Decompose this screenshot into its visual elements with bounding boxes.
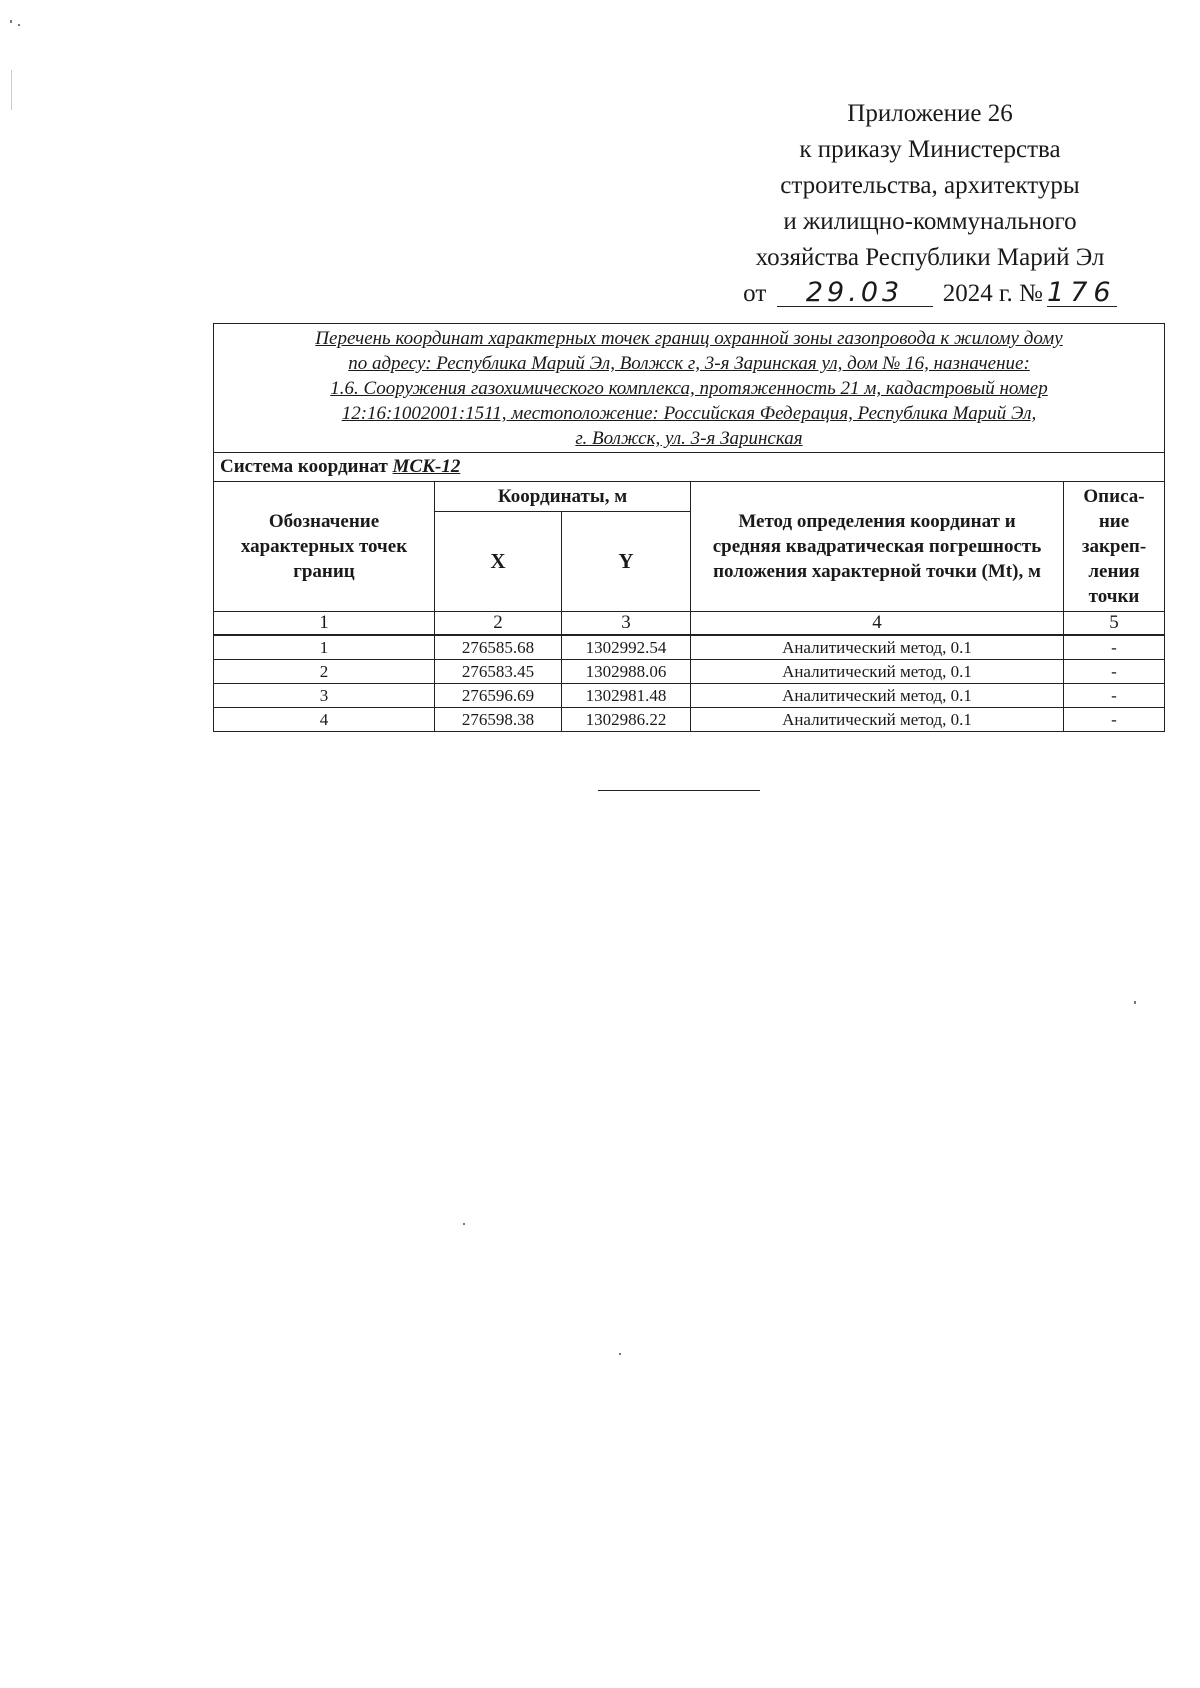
appendix-title: Приложение 26	[847, 100, 1013, 127]
coordinate-system-label: Система координат	[220, 456, 388, 477]
table-row	[214, 708, 1165, 732]
description-value: -	[1064, 684, 1165, 708]
title-line: г. Волжск, ул. 3-я Заринская	[575, 428, 803, 449]
appendix-header	[700, 96, 1160, 312]
scan-mark	[10, 20, 12, 23]
method-value: Аналитический метод, 0.1	[691, 660, 1064, 684]
table-row	[214, 660, 1165, 684]
scan-mark	[1134, 1001, 1136, 1004]
header-coordinates: Координаты, м	[435, 482, 691, 512]
coordinate-system-row	[214, 453, 1165, 482]
order-date-line	[700, 276, 1160, 312]
table-row	[214, 635, 1165, 660]
header-description: Описа-ние закреп-ления точки	[1064, 482, 1165, 612]
table-title	[214, 324, 1165, 453]
ministry-line-3: хозяйства Республики Марий Эл	[755, 244, 1105, 271]
method-value: Аналитический метод, 0.1	[691, 708, 1064, 732]
scan-mark	[18, 24, 20, 26]
title-line: по адресу: Республика Марий Эл, Волжск г, 3-я Заринская ул, дом № 16, назначение:	[348, 353, 1030, 374]
method-value: Аналитический метод, 0.1	[691, 635, 1064, 660]
scan-mark	[11, 70, 12, 110]
header-method: Метод определения координат и средняя квадратическая погрешность положения характерной точки (Mt), м	[691, 482, 1064, 612]
column-index: 4	[691, 612, 1064, 636]
coord-x: 276585.68	[435, 635, 562, 660]
scan-mark	[463, 1223, 465, 1225]
order-line: к приказу Министерства	[799, 136, 1061, 163]
header-point-designation: Обозначение характерных точек границ	[214, 482, 435, 612]
table-row	[214, 684, 1165, 708]
ministry-line-2: и жилищно-коммунального	[783, 208, 1077, 235]
title-line: 12:16:1002001:1511, местоположение: Российская Федерация, Республика Марий Эл,	[341, 403, 1037, 424]
column-index: 2	[435, 612, 562, 636]
title-line: 1.6. Сооружения газохимического комплекса, протяженность 21 м, кадастровый номер	[330, 378, 1048, 399]
description-value: -	[1064, 660, 1165, 684]
coord-x: 276598.38	[435, 708, 562, 732]
method-value: Аналитический метод, 0.1	[691, 684, 1064, 708]
coordinate-system-value: МСК-12	[392, 456, 461, 477]
column-index: 1	[214, 612, 435, 636]
handwritten-order-number: 176	[1047, 277, 1117, 308]
header-y: Y	[562, 512, 691, 612]
description-value: -	[1064, 708, 1165, 732]
point-number: 4	[214, 708, 435, 732]
coord-y: 1302981.48	[562, 684, 691, 708]
column-index: 3	[562, 612, 691, 636]
description-value: -	[1064, 635, 1165, 660]
coordinates-table	[213, 323, 1165, 732]
title-line: Перечень координат характерных точек границ охранной зоны газопровода к жилому дому	[315, 328, 1063, 349]
point-number: 2	[214, 660, 435, 684]
handwritten-date: 29.03	[777, 280, 933, 307]
point-number: 1	[214, 635, 435, 660]
coord-y: 1302986.22	[562, 708, 691, 732]
point-number: 3	[214, 684, 435, 708]
end-divider	[598, 790, 760, 791]
coord-x: 276583.45	[435, 660, 562, 684]
column-index: 5	[1064, 612, 1165, 636]
year-text: 2024 г. №	[942, 280, 1043, 307]
ministry-line-1: строительства, архитектуры	[780, 172, 1080, 199]
coord-y: 1302988.06	[562, 660, 691, 684]
coord-y: 1302992.54	[562, 635, 691, 660]
coord-x: 276596.69	[435, 684, 562, 708]
header-x: X	[435, 512, 562, 612]
date-prefix: от	[743, 280, 767, 307]
scan-mark	[619, 1353, 621, 1355]
